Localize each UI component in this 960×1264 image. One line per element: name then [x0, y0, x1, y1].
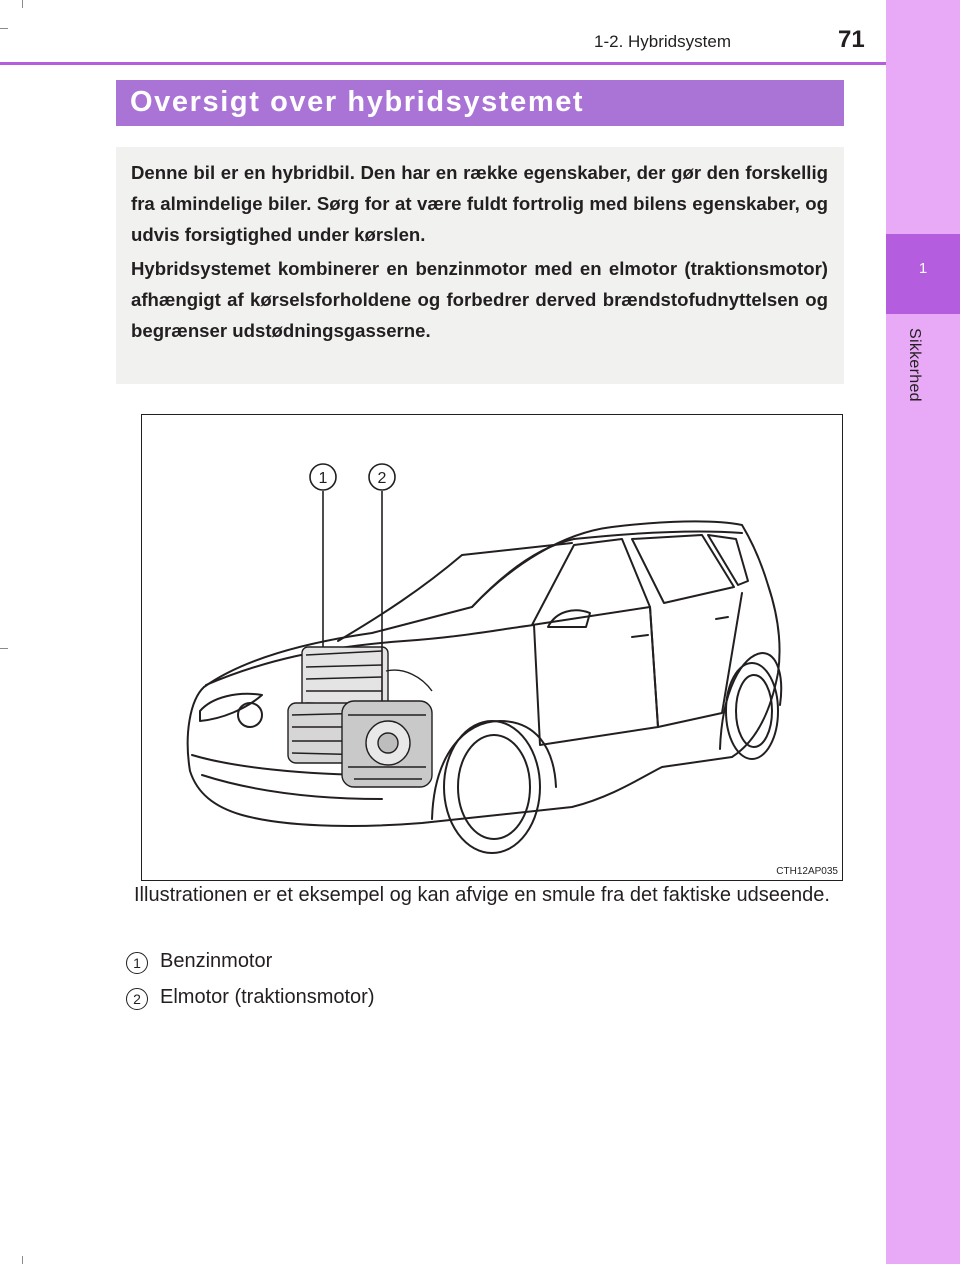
headlight	[200, 694, 262, 721]
section-title: 1-2. Hybridsystem	[594, 32, 731, 51]
rear-window	[632, 535, 734, 603]
legend-number-2: 2	[126, 988, 148, 1010]
side-window	[532, 539, 650, 625]
car-illustration	[141, 414, 843, 881]
figure-code: CTH12AP035	[776, 866, 838, 877]
title-bar	[116, 80, 844, 126]
legend-label-2: Elmotor (traktionsmotor)	[160, 986, 375, 1008]
crop-mark	[0, 28, 8, 29]
car-roof	[472, 531, 742, 607]
rear-wheel	[726, 663, 778, 759]
figure-caption: Illustrationen er et eksempel og kan afvige en smule fra det faktiske udseende.	[134, 884, 830, 906]
chapter-label: Sikkerhed	[906, 328, 923, 402]
intro-paragraph-2: Hybridsystemet kombinerer en benzinmotor med en elmotor (traktionsmotor) afhængigt af kørselsforholdene og forbedrer derved brændstofudnyttelsen og begrænser udstødningsgasserne.	[131, 258, 828, 341]
rear-door	[650, 593, 742, 727]
chapter-number: 1	[918, 260, 928, 277]
intro-box	[116, 147, 844, 384]
chapter-tab[interactable]	[886, 234, 960, 314]
door-handle	[632, 635, 648, 637]
callout-1: 1	[318, 470, 328, 487]
header-rule	[0, 62, 886, 65]
fog-light	[238, 703, 262, 727]
crop-mark	[22, 1256, 23, 1264]
page-number: 71	[838, 26, 865, 53]
engine-assembly	[288, 647, 432, 787]
car-body-outline	[188, 521, 780, 826]
car-drawing	[142, 415, 842, 880]
front-windshield	[338, 543, 572, 641]
crop-mark	[0, 648, 8, 649]
intro-paragraph-1: Denne bil er en hybridbil. Den har en række egenskaber, der gør den forskellig fra almindelige biler. Sørg for at være fuldt fortrolig med bilens egenskaber, og udvis forsigtighed under kørslen.	[131, 162, 828, 245]
crop-mark	[22, 0, 23, 8]
legend-number-1: 1	[126, 952, 148, 974]
legend-label-1: Benzinmotor	[160, 950, 273, 972]
chapter-strip	[886, 0, 960, 1264]
page-title: Oversigt over hybridsystemet	[130, 86, 585, 118]
front-wheel-rim	[458, 735, 530, 839]
door-handle	[716, 617, 728, 619]
callout-2: 2	[377, 470, 387, 487]
